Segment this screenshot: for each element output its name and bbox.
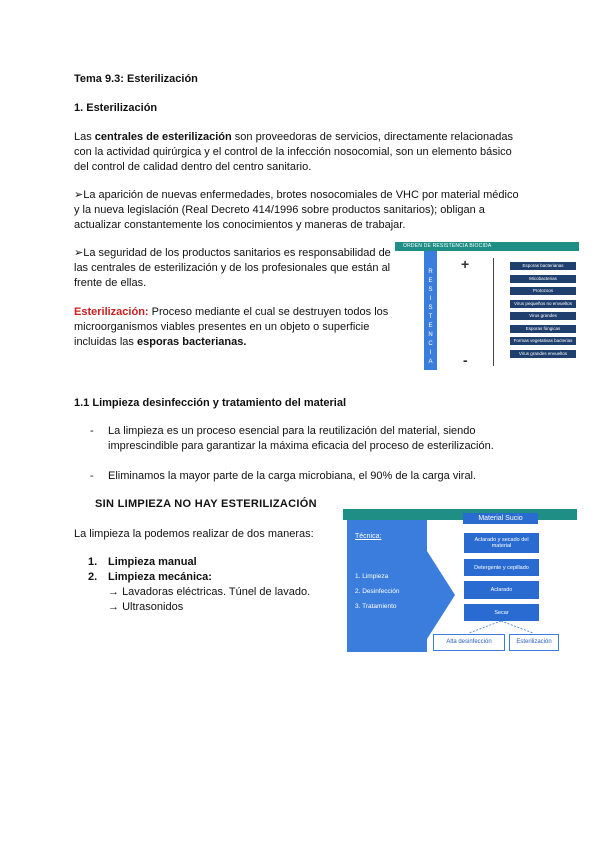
bullet-item: - La limpieza es un proceso esencial para la reutilización del material, siendo imprescindible para garantizar la máxima eficacia del proceso de esterilización. [90, 425, 494, 452]
list-item: 3. Tratamiento [355, 603, 397, 610]
resistance-item: Virus pequeños no envueltos [510, 300, 576, 308]
resistance-list [510, 262, 576, 362]
technique-label: Técnica: [355, 533, 382, 540]
ways-list [88, 555, 212, 585]
paragraph-enfermedades: ➢La aparición de nuevas enfermedades, brotes nosocomiales de VHC por material médico y la nueva legislación (Real Decreto 414/1996 sobre productos sanitarios); obligan a actualizar constantemente los conocimientos y maneras de trabajar. [74, 189, 519, 231]
resistance-item: Esporas fúngicas [510, 325, 576, 333]
diagram-header-bar: ORDEN DE RESISTENCIA BIOCIDA [395, 242, 579, 251]
list-item: 1. Limpieza manual [88, 556, 197, 568]
process-box: Aclarado y secado del material [464, 533, 539, 553]
divider-line [493, 258, 494, 366]
section-1-title: 1. Esterilización [74, 102, 158, 114]
bullet-item: - Eliminamos la mayor parte de la carga microbiana, el 90% de la carga viral. [90, 470, 477, 482]
list-item: → Ultrasonidos [108, 601, 184, 613]
resistance-label: R E S I S T E N C I A [428, 269, 433, 365]
paragraph-centrales: Las centrales de esterilización son proveedoras de servicios, directamente relacionadas con la actividad quirúrgica y el control de la infección nosocomial, son un elemento básico del control de calidad dentro del centro sanitario. [74, 131, 514, 173]
list-item: → Lavadoras eléctricas. Túnel de lavado. [108, 586, 311, 598]
material-box: Material Sucio [463, 513, 538, 524]
list-item: 2. Limpieza mecánica: [88, 571, 212, 583]
resistance-item: Virus grandes [510, 312, 576, 320]
resistance-item: Esporas bacterianas [510, 262, 576, 270]
list-item: 1. Limpieza [355, 573, 389, 580]
resistance-item: Virus grandes envueltos [510, 350, 576, 358]
process-box: Aclarado [464, 581, 539, 599]
definition-esterilizacion: Esterilización: Proceso mediante el cual se destruyen todos los microorganismos viables presentes en un objeto o superficie incluidas las esporas bacterianas. [74, 306, 389, 348]
resistance-item: Formas vegetativas bacterias [510, 337, 576, 345]
cleaning-diagram [343, 507, 577, 653]
ways-intro: La limpieza la podemos realizar de dos maneras: [74, 528, 314, 540]
slogan: SIN LIMPIEZA NO HAY ESTERILIZACIÓN [95, 498, 317, 510]
output-box: Alta desinfección [433, 634, 505, 651]
process-box: Secar [464, 604, 539, 621]
page-title: Tema 9.3: Esterilización [74, 73, 198, 85]
section-1-1-title: 1.1 Limpieza desinfección y tratamiento del material [74, 397, 347, 409]
connector-lines [343, 507, 577, 653]
resistance-diagram [395, 242, 579, 370]
resistance-item: Protozoos [510, 287, 576, 295]
minus-sign: - [463, 352, 468, 368]
list-item: 2. Desinfección [355, 588, 400, 595]
resistance-item: Micobacterias [510, 275, 576, 283]
output-box: Esterilización [509, 634, 559, 651]
plus-sign: + [461, 256, 470, 272]
bullet-list [90, 424, 530, 484]
paragraph-seguridad: ➢La seguridad de los productos sanitarios es responsabilidad de las centrales de esterilización y de los profesionales que están al frente de ellas. [74, 247, 391, 289]
sub-list [108, 585, 310, 615]
process-box: Detergente y cepillado [464, 559, 539, 576]
